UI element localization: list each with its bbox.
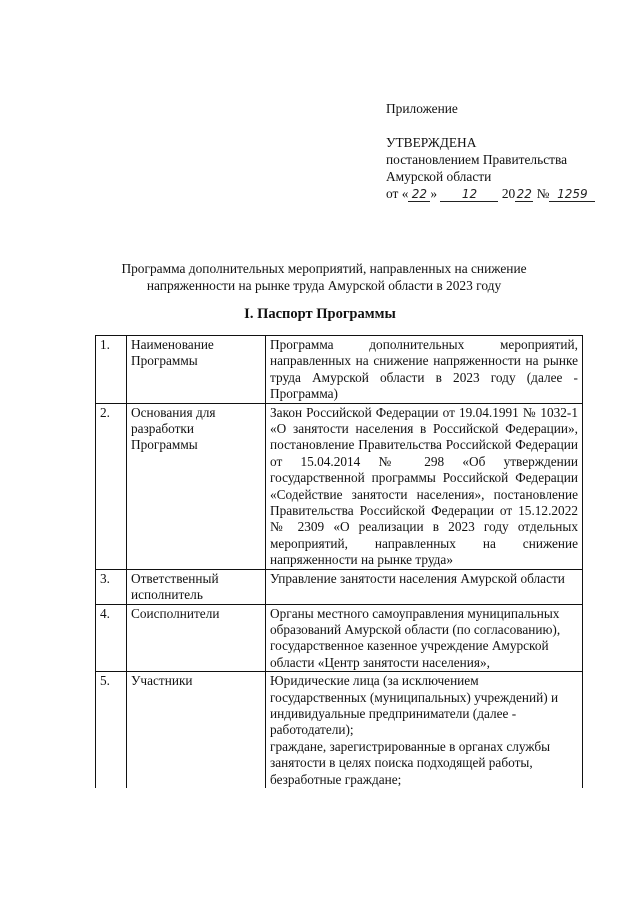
table-row (96, 336, 583, 404)
participants-line2: граждане, зарегистрированные в органах службы занятости в целях поиска подходящей работы, безработные граждане; (270, 738, 551, 787)
approved-by-line2: Амурской области (386, 169, 492, 184)
table-row (96, 672, 583, 788)
program-title-line1: Программа дополнительных мероприятий, направленных на снижение (121, 261, 527, 276)
row-name: Участники (127, 672, 266, 788)
row-content: Программа дополнительных мероприятий, направленных на снижение напряженности на рынке труда Амурской области в 2023 году (далее - Программа) (266, 336, 583, 404)
approved-label: УТВЕРЖДЕНА (386, 135, 477, 150)
approval-block (386, 100, 595, 202)
table-row (96, 403, 583, 569)
date-year-handwritten: 22 (516, 187, 532, 201)
date-year-prefix: 20 (501, 186, 516, 201)
approved-by-line1: постановлением Правительства (386, 152, 568, 167)
row-content: Органы местного самоуправления муниципальных образований Амурской области (по согласованию), государственное казенное учреждение Амурской области «Центр занятости населения», (266, 604, 583, 672)
row-number: 4. (96, 604, 127, 672)
program-title-line2: напряженности на рынке труда Амурской области в 2023 году (146, 278, 502, 293)
date-prefix: от « (386, 186, 409, 201)
participants-line1: Юридические лица (за исключением государственных (муниципальных) учреждений) и индивидуальные предприниматели (далее - работодатели); (270, 673, 559, 738)
row-name: Соисполнители (127, 604, 266, 672)
date-day-handwritten: 22 (408, 187, 430, 202)
approval-date-line (386, 185, 595, 202)
row-name: Наименование Программы (127, 336, 266, 404)
appendix-label: Приложение (386, 101, 458, 116)
program-title (80, 260, 568, 294)
row-content: Управление занятости населения Амурской области (266, 569, 583, 604)
date-month-handwritten: 12 (440, 187, 498, 202)
decree-number-handwritten: 1259 (549, 187, 595, 202)
row-number: 5. (96, 672, 127, 788)
number-sign: № (536, 186, 550, 201)
row-number: 3. (96, 569, 127, 604)
row-number: 1. (96, 336, 127, 404)
row-number: 2. (96, 403, 127, 569)
row-name: Основания для разработки Программы (127, 403, 266, 569)
passport-table (95, 335, 583, 788)
row-name: Ответственный исполнитель (127, 569, 266, 604)
row-content: Закон Российской Федерации от 19.04.1991 № 1032-1 «О занятости населения в Российской Федерации», постановление Правительства Российской Федерации от 15.04.2014 № 298 «Об утверждении государственной программы Российской Федерации «Содействие занятости населения», постановление Правительства Российской Федерации от 15.12.2022 № 2309 «О реализации в 2023 году отдельных мероприятий, направленных на снижение напряженности на рынке труда» (266, 403, 583, 569)
date-separator: » (430, 186, 438, 201)
row-content (266, 672, 583, 788)
table-row (96, 569, 583, 604)
table-row (96, 604, 583, 672)
section-heading: I. Паспорт Программы (244, 306, 396, 322)
